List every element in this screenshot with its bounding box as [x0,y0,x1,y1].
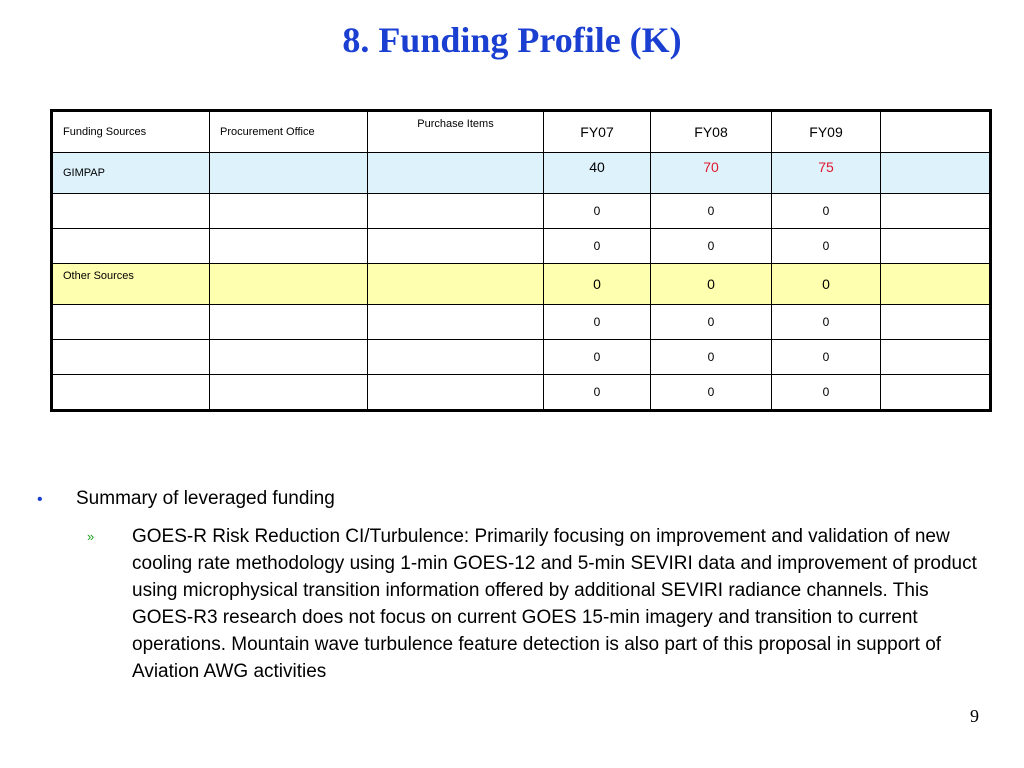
procurement-office-cell [210,194,368,229]
summary-sub-bullet-item [37,523,977,685]
table-row [52,229,991,264]
procurement-office-cell [210,340,368,375]
fy08-cell: 0 [651,340,772,375]
purchase-items-cell [368,264,544,305]
funding-source-cell [52,340,210,375]
extra-cell [881,153,991,194]
summary-section [37,486,977,685]
slide-title: 8. Funding Profile (K) [342,20,682,60]
funding-source-cell [52,375,210,411]
fy07-cell: 0 [544,194,651,229]
header-fy07: FY07 [544,111,651,153]
procurement-office-cell [210,153,368,194]
page-number: 9 [970,706,979,726]
purchase-items-cell [368,153,544,194]
procurement-office-cell [210,305,368,340]
extra-cell [881,305,991,340]
funding-source-cell [52,194,210,229]
table-row [52,194,991,229]
extra-cell [881,194,991,229]
bullet-dot-icon: • [37,491,43,508]
fy09-cell: 0 [772,340,881,375]
purchase-items-cell [368,194,544,229]
fy08-cell: 0 [651,305,772,340]
header-purchase-items: Purchase Items [368,111,544,153]
fy09-cell: 0 [772,264,881,305]
table-row [52,305,991,340]
purchase-items-cell [368,305,544,340]
purchase-items-cell [368,340,544,375]
table-row [52,375,991,411]
funding-source-cell [52,229,210,264]
table-row [52,153,991,194]
fy09-cell: 75 [772,153,881,194]
procurement-office-cell [210,375,368,411]
funding-source-cell [52,305,210,340]
purchase-items-cell [368,229,544,264]
summary-bullet-item [37,486,977,513]
funding-source-cell: GIMPAP [52,153,210,194]
fy09-cell: 0 [772,194,881,229]
procurement-office-cell [210,264,368,305]
table-row [52,340,991,375]
fy08-cell: 0 [651,229,772,264]
header-procurement-office: Procurement Office [210,111,368,153]
purchase-items-cell [368,375,544,411]
summary-detail-text: GOES-R Risk Reduction CI/Turbulence: Primarily focusing on improvement and validation of new cooling rate methodology using 1-min GOES-12 and 5-min SEVIRI data and improvement of product using microphysical transition information offered by additional SEVIRI radiance channels. This GOES-R3 research does not focus on current GOES 15-min imagery and transition to current operations. Mountain wave turbulence feature detection is also part of this proposal in support of Aviation AWG activities [132,526,977,682]
extra-cell [881,229,991,264]
fy07-cell: 0 [544,229,651,264]
fy09-cell: 0 [772,305,881,340]
header-fy08: FY08 [651,111,772,153]
extra-cell [881,340,991,375]
fy07-cell: 0 [544,264,651,305]
double-chevron-right-icon: » [87,529,95,544]
extra-cell [881,375,991,411]
fy08-cell: 0 [651,375,772,411]
procurement-office-cell [210,229,368,264]
fy08-cell: 0 [651,264,772,305]
fy07-cell: 0 [544,340,651,375]
header-extra [881,111,991,153]
extra-cell [881,264,991,305]
summary-heading: Summary of leveraged funding [76,488,335,509]
fy07-cell: 0 [544,375,651,411]
funding-source-cell: Other Sources [52,264,210,305]
fy07-cell: 40 [544,153,651,194]
fy08-cell: 0 [651,194,772,229]
funding-table [50,109,992,412]
header-funding-sources: Funding Sources [52,111,210,153]
table-row [52,264,991,305]
header-fy09: FY09 [772,111,881,153]
fy07-cell: 0 [544,305,651,340]
fy09-cell: 0 [772,375,881,411]
table-header-row [52,111,991,153]
fy09-cell: 0 [772,229,881,264]
fy08-cell: 70 [651,153,772,194]
